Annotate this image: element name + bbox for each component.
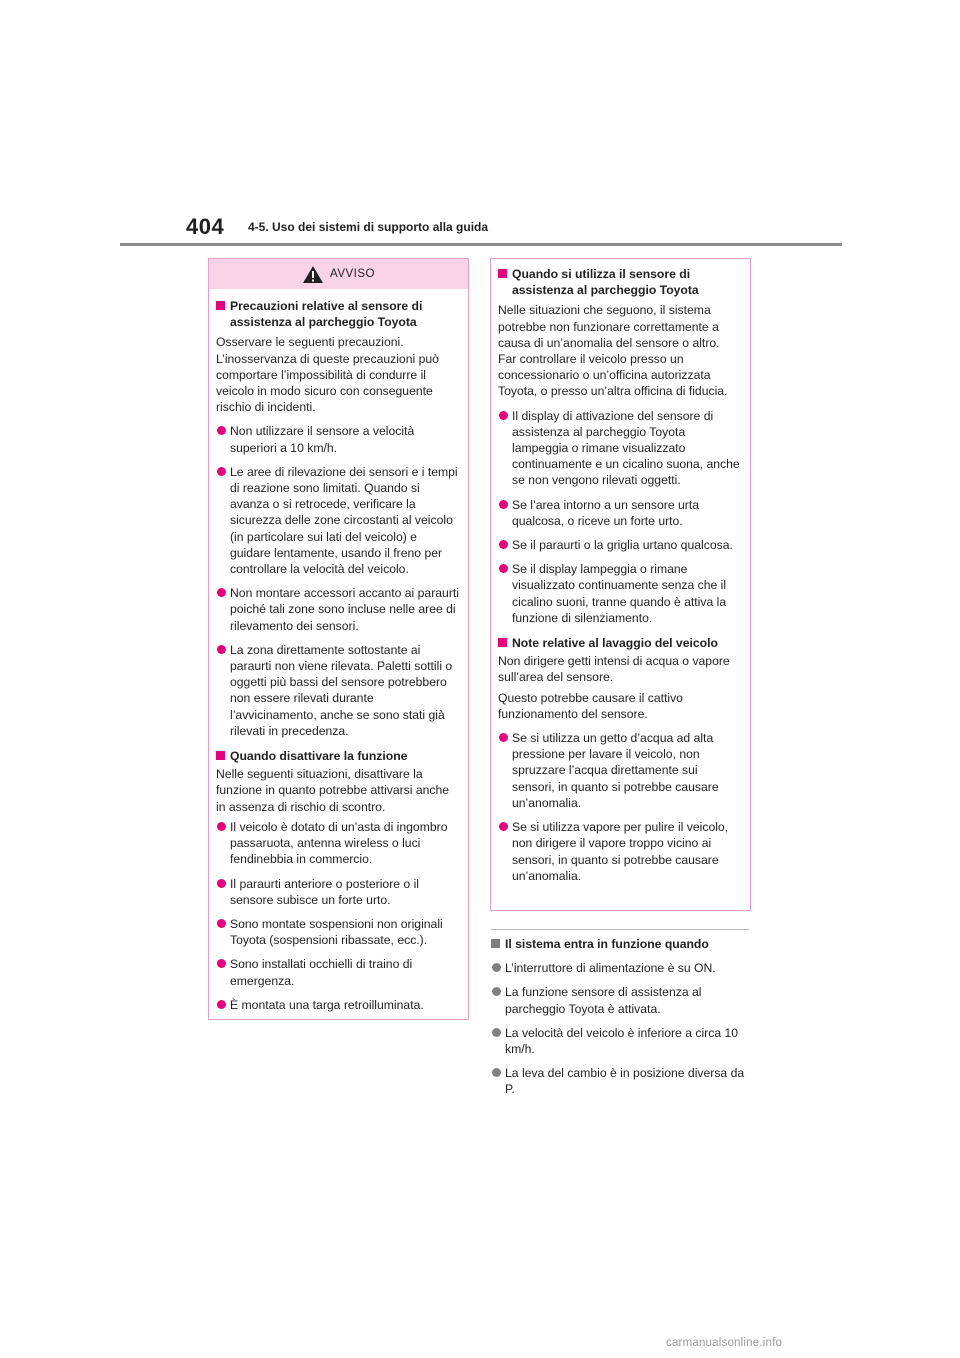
section-separator — [491, 929, 749, 930]
warning-box-left — [208, 258, 469, 1020]
warning-triangle-icon — [302, 265, 324, 284]
paragraph: Non dirigere getti intensi di acqua o vapore sull’area del sensore. — [498, 654, 730, 685]
square-bullet-icon — [216, 301, 225, 310]
square-bullet-icon — [498, 638, 507, 647]
paragraph: Nelle seguenti situazioni, disattivare la funzione in quanto potrebbe attivarsi anche in assenza di rischio di scontro. — [216, 767, 450, 814]
circle-bullet-icon — [492, 1068, 501, 1077]
circle-bullet-icon — [499, 500, 508, 509]
square-bullet-icon — [498, 269, 507, 278]
circle-bullet-icon — [217, 879, 226, 888]
list-item: Se il paraurti o la griglia urtano qualcosa. — [498, 537, 741, 553]
list-item: Non utilizzare il sensore a velocità superiori a 10 km/h. — [216, 423, 459, 455]
circle-bullet-icon — [499, 733, 508, 742]
list-item: Il display di attivazione del sensore di assistenza al parcheggio Toyota lampeggia o rimane visualizzato continuamente e un cicalino suona, anche se non vengono rilevati oggetti. — [498, 408, 741, 489]
circle-bullet-icon — [492, 987, 501, 996]
activation-conditions — [491, 936, 747, 1098]
circle-bullet-icon — [499, 540, 508, 549]
list-item: Se si utilizza vapore per pulire il veicolo, non dirigere il vapore troppo vicino ai sensori, in quanto si potrebbe causare un’anomalia. — [498, 819, 741, 884]
warning-box-right — [490, 258, 751, 911]
list-item: Se il display lampeggia o rimane visualizzato continuamente senza che il cicalino suoni, tranne quando è attiva la funzione di silenziamento. — [498, 561, 741, 626]
list-item: La leva del cambio è in posizione diversa da P. — [491, 1065, 747, 1097]
list-item: L’interruttore di alimentazione è su ON. — [491, 960, 747, 976]
list-item: La zona direttamente sottostante ai paraurti non viene rilevata. Paletti sottili o oggetti più bassi del sensore potrebbero non essere rilevati durante l’avvicinamento, anche se sono stati già rilevati in precedenza. — [216, 642, 459, 739]
square-bullet-icon — [491, 939, 500, 948]
list-item: Il paraurti anteriore o posteriore o il sensore subisce un forte urto. — [216, 876, 459, 908]
circle-bullet-icon — [217, 822, 226, 831]
list-item: Il veicolo è dotato di un’asta di ingombro passaruota, antenna wireless o luci fendinebbia in commercio. — [216, 819, 459, 868]
list-item: Le aree di rilevazione dei sensori e i tempi di reazione sono limitati. Quando si avanza o si retrocede, verificare la sicurezza delle zone circostanti al veicolo (in particolare sui lati del veicolo) e guidare lentamente, usando il freno per controllare la velocità del veicolo. — [216, 464, 459, 577]
list-item: Sono montate sospensioni non originali Toyota (sospensioni ribassate, ecc.). — [216, 916, 459, 948]
paragraph: Questo potrebbe causare il cattivo funzionamento del sensore. — [498, 690, 683, 721]
section-heading: Note relative al lavaggio del veicolo — [498, 635, 741, 651]
circle-bullet-icon — [492, 1028, 501, 1037]
paragraph: Osservare le seguenti precauzioni. L’inosservanza di queste precauzioni può comportare l’impossibilità di condurre il veicolo in modo sicuro con conseguente rischio di incidenti. — [216, 335, 439, 415]
section-heading: Precauzioni relative al sensore di assistenza al parcheggio Toyota — [216, 298, 459, 330]
watermark: carmanualsonline.info — [666, 1337, 783, 1349]
circle-bullet-icon — [499, 411, 508, 420]
circle-bullet-icon — [217, 426, 226, 435]
circle-bullet-icon — [217, 919, 226, 928]
warning-banner — [209, 259, 468, 289]
section-title: 4-5. Uso dei sistemi di supporto alla guida — [248, 220, 489, 234]
section-heading: Quando disattivare la funzione — [216, 748, 459, 764]
list-item: Se l’area intorno a un sensore urta qualcosa, o riceve un forte urto. — [498, 497, 741, 529]
circle-bullet-icon — [492, 963, 501, 972]
circle-bullet-icon — [217, 645, 226, 654]
list-item: La velocità del veicolo è inferiore a circa 10 km/h. — [491, 1025, 747, 1057]
section-heading: Il sistema entra in funzione quando — [491, 936, 747, 952]
list-item: La funzione sensore di assistenza al parcheggio Toyota è attivata. — [491, 984, 747, 1016]
circle-bullet-icon — [499, 822, 508, 831]
section-heading: Quando si utilizza il sensore di assistenza al parcheggio Toyota — [498, 266, 741, 298]
circle-bullet-icon — [217, 467, 226, 476]
list-item: Non montare accessori accanto ai paraurti poiché tali zone sono incluse nelle aree di rilevamento dei sensori. — [216, 585, 459, 634]
circle-bullet-icon — [499, 564, 508, 573]
header-rule — [120, 243, 842, 246]
circle-bullet-icon — [217, 588, 226, 597]
warning-label: AVVISO — [330, 267, 375, 280]
page-number: 404 — [186, 214, 225, 239]
square-bullet-icon — [216, 751, 225, 760]
list-item: È montata una targa retroilluminata. — [216, 997, 459, 1013]
paragraph: Nelle situazioni che seguono, il sistema potrebbe non funzionare correttamente a causa di un’anomalia del sensore o altro. Far controllare il veicolo presso un concessionario o un’officina autorizzata Toyota, o presso un’altra officina di fiducia. — [498, 303, 728, 399]
circle-bullet-icon — [217, 1000, 226, 1009]
circle-bullet-icon — [217, 959, 226, 968]
list-item: Se si utilizza un getto d’acqua ad alta pressione per lavare il veicolo, non spruzzare l’acqua direttamente sui sensori, in quanto si potrebbe causare un’anomalia. — [498, 730, 741, 811]
list-item: Sono installati occhielli di traino di emergenza. — [216, 956, 459, 988]
